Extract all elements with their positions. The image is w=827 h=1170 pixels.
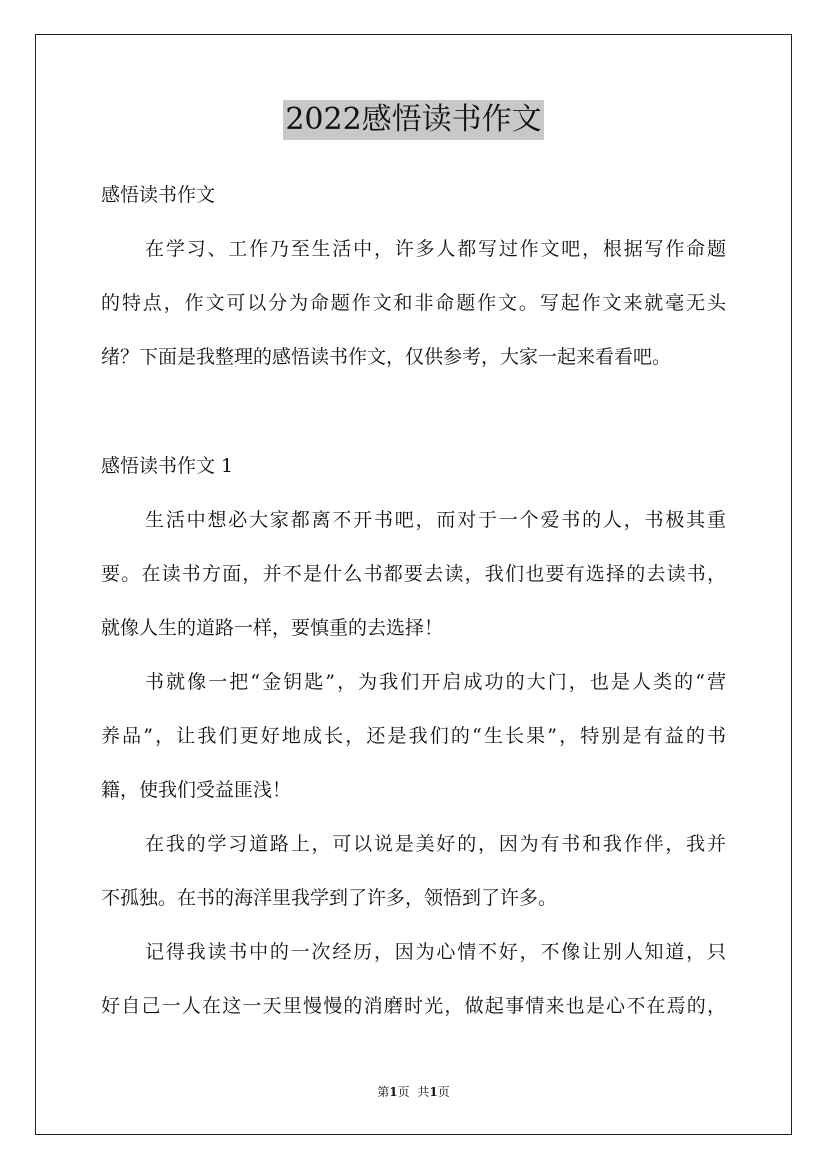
paragraph-1-line-2: 要。在读书方面，并不是什么书都要去读，我们也要有选择的去读书，: [101, 563, 726, 585]
intro-line-2: 的特点，作文可以分为命题作文和非命题作文。写起作文来就毫无头: [101, 292, 726, 314]
paragraph-2-line-3: 籍，使我们受益匪浅！: [101, 779, 292, 801]
paragraph-3-line-1: 在我的学习道路上，可以说是美好的，因为有书和我作伴，我并: [145, 833, 726, 855]
paragraph-4-line-1: 记得我读书中的一次经历，因为心情不好，不像让别人知道，只: [145, 941, 726, 963]
essay-heading: 感悟读书作文 1: [101, 455, 234, 477]
footer-total-prefix: 共: [417, 1085, 430, 1099]
page-footer: [0, 1084, 827, 1100]
paragraph-1-line-1: 生活中想必大家都离不开书吧，而对于一个爱书的人，书极其重: [145, 509, 726, 531]
footer-page-suffix: 页: [397, 1085, 410, 1099]
paragraph-1-line-3: 就像人生的道路一样，要慎重的去选择！: [101, 617, 444, 639]
page-title: 2022感悟读书作文: [283, 100, 543, 140]
footer-page-prefix: 第: [377, 1085, 390, 1099]
paragraph-2-line-2: 养品”，让我们更好地成长，还是我们的“生长果”，特别是有益的书: [101, 725, 726, 747]
section-heading: 感悟读书作文: [101, 184, 216, 206]
paragraph-4-line-2: 好自己一人在这一天里慢慢的消磨时光，做起事情来也是心不在焉的，: [101, 995, 726, 1017]
paragraph-2-line-1: 书就像一把“金钥匙”，为我们开启成功的大门，也是人类的“营: [145, 671, 726, 693]
footer-page-number: 1: [389, 1085, 398, 1099]
footer-total-number: 1: [429, 1085, 438, 1099]
footer-total-suffix: 页: [437, 1085, 450, 1099]
paragraph-3-line-2: 不孤独。在书的海洋里我学到了许多，领悟到了许多。: [101, 887, 558, 909]
intro-line-1: 在学习、工作乃至生活中，许多人都写过作文吧，根据写作命题: [145, 238, 726, 260]
intro-line-3: 绪？下面是我整理的感悟读书作文，仅供参考，大家一起来看看吧。: [101, 346, 672, 368]
title-container: [0, 100, 827, 140]
